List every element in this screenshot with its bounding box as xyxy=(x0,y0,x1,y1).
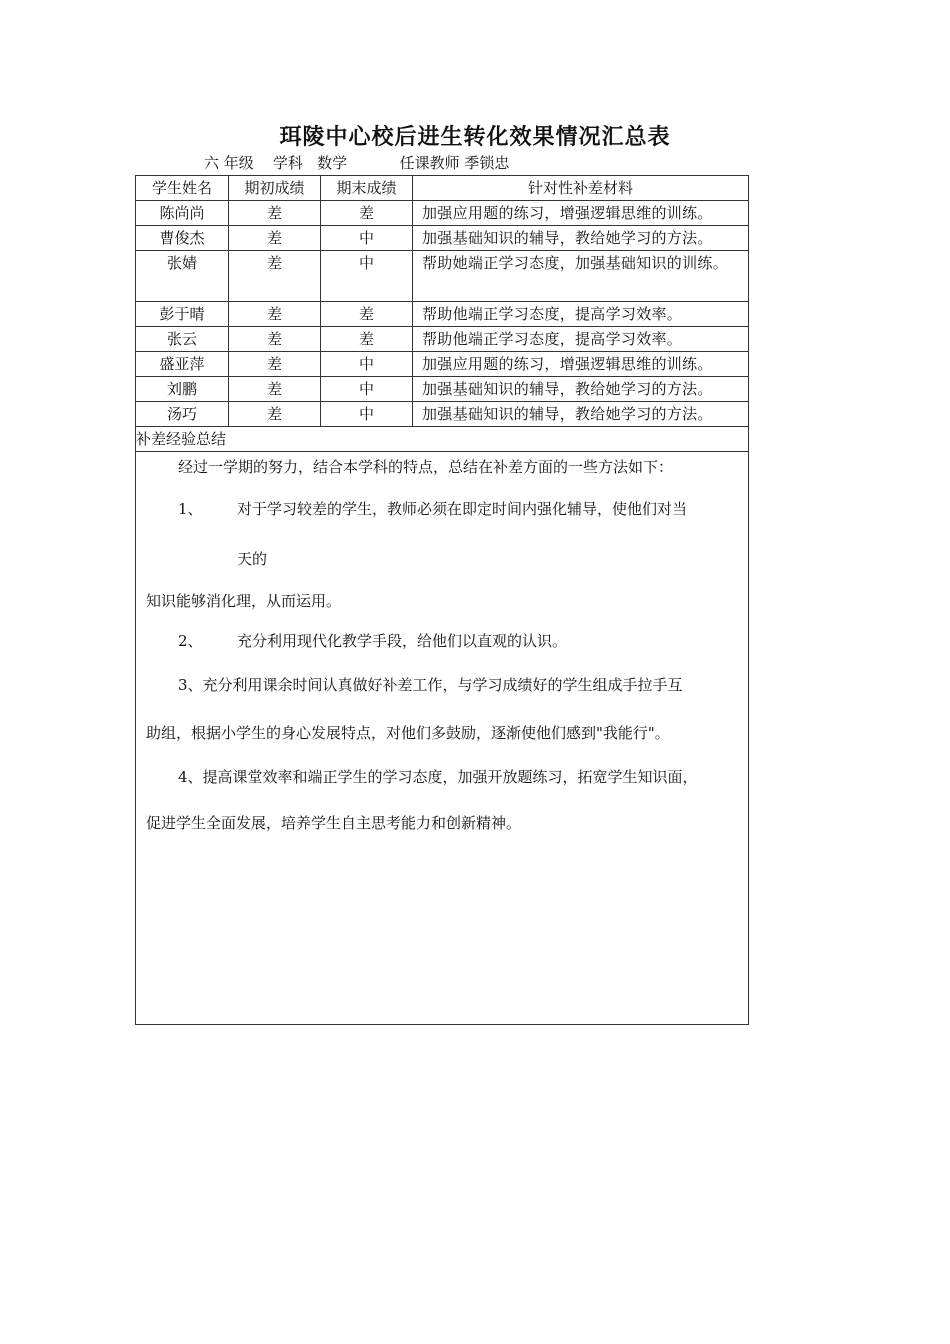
remedial-material: 帮助他端正学习态度，提高学习效率。 xyxy=(413,302,749,327)
table-row xyxy=(136,201,749,226)
student-name: 汤巧 xyxy=(136,402,229,427)
table-row xyxy=(136,251,749,302)
student-name: 刘鹏 xyxy=(136,377,229,402)
final-score: 差 xyxy=(321,201,413,226)
student-name: 曹俊杰 xyxy=(136,226,229,251)
initial-score: 差 xyxy=(229,251,321,302)
student-name: 盛亚萍 xyxy=(136,352,229,377)
header-student-name: 学生姓名 xyxy=(136,176,229,201)
initial-score: 差 xyxy=(229,302,321,327)
table-row xyxy=(136,302,749,327)
table-row xyxy=(136,352,749,377)
summary-table xyxy=(135,175,749,1025)
remedial-material: 帮助他端正学习态度，提高学习效率。 xyxy=(413,327,749,352)
page-title: 珥陵中心校后进生转化效果情况汇总表 xyxy=(279,125,671,150)
remedial-material: 加强基础知识的辅导，教给她学习的方法。 xyxy=(413,377,749,402)
student-name: 张婧 xyxy=(136,251,229,302)
final-score: 差 xyxy=(321,327,413,352)
initial-score: 差 xyxy=(229,201,321,226)
summary-item4-line2: 促进学生全面发展，培养学生自主思考能力和创新精神。 xyxy=(146,814,522,832)
student-name: 彭于晴 xyxy=(136,302,229,327)
summary-label: 补差经验总结 xyxy=(136,427,749,452)
summary-item1-number: 1、 xyxy=(178,500,203,518)
initial-score: 差 xyxy=(229,402,321,427)
initial-score: 差 xyxy=(229,327,321,352)
header-initial-score: 期初成绩 xyxy=(229,176,321,201)
remedial-material: 加强基础知识的辅导，教给她学习的方法。 xyxy=(413,402,749,427)
initial-score: 差 xyxy=(229,377,321,402)
header-remedial-material: 针对性补差材料 xyxy=(413,176,749,201)
student-name: 张云 xyxy=(136,327,229,352)
table-row xyxy=(136,402,749,427)
summary-item2-text: 充分利用现代化教学手段，给他们以直观的认识。 xyxy=(237,632,568,650)
final-score: 中 xyxy=(321,226,413,251)
initial-score: 差 xyxy=(229,352,321,377)
remedial-material: 加强基础知识的辅导，教给她学习的方法。 xyxy=(413,226,749,251)
header-final-score: 期末成绩 xyxy=(321,176,413,201)
final-score: 中 xyxy=(321,251,413,302)
summary-item1-line2: 天的 xyxy=(237,550,268,568)
initial-score: 差 xyxy=(229,226,321,251)
table-row xyxy=(136,377,749,402)
student-name: 陈尚尚 xyxy=(136,201,229,226)
subtitle-info: 六 年级 学科 数学 任课教师 季锁忠 xyxy=(204,154,510,172)
summary-label-row xyxy=(136,427,749,452)
summary-item1-line3: 知识能够消化理，从而运用。 xyxy=(146,592,342,610)
summary-cell xyxy=(136,452,749,1025)
remedial-material: 加强应用题的练习，增强逻辑思维的训练。 xyxy=(413,352,749,377)
summary-item4-line1: 4、提高课堂效率和端正学生的学习态度，加强开放题练习，拓宽学生知识面， xyxy=(178,768,698,786)
summary-item1-line1: 对于学习较差的学生，教师必须在即定时间内强化辅导，使他们对当 xyxy=(237,500,688,518)
summary-text-block xyxy=(136,452,748,1024)
remedial-material: 加强应用题的练习，增强逻辑思维的训练。 xyxy=(413,201,749,226)
summary-item3-line2: 助组，根据小学生的身心发展特点，对他们多鼓励，逐渐使他们感到"我能行"。 xyxy=(146,724,670,742)
final-score: 中 xyxy=(321,402,413,427)
table-header-row xyxy=(136,176,749,201)
summary-intro: 经过一学期的努力，结合本学科的特点，总结在补差方面的一些方法如下： xyxy=(178,458,674,476)
table-row xyxy=(136,226,749,251)
final-score: 差 xyxy=(321,302,413,327)
table-row xyxy=(136,327,749,352)
summary-item2-number: 2、 xyxy=(178,632,203,650)
summary-body-row xyxy=(136,452,749,1025)
remedial-material: 帮助她端正学习态度，加强基础知识的训练。 xyxy=(413,251,749,302)
final-score: 中 xyxy=(321,377,413,402)
final-score: 中 xyxy=(321,352,413,377)
summary-item3-line1: 3、充分利用课余时间认真做好补差工作，与学习成绩好的学生组成手拉手互 xyxy=(178,676,683,694)
